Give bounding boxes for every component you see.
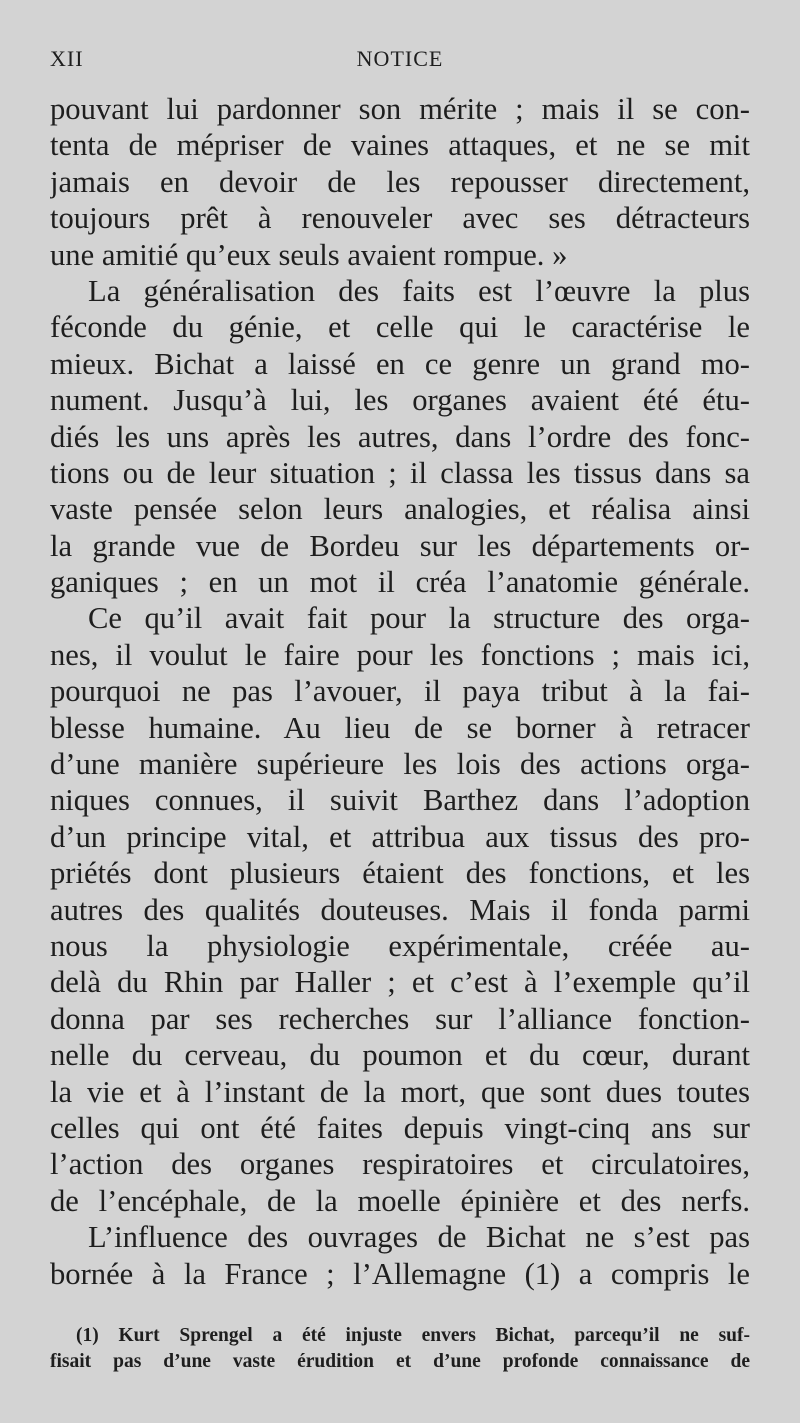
text-line: mieux. Bichat a laissé en ce genre un grand mo- — [50, 346, 750, 381]
text-line: l’action des organes respiratoires et circulatoires, — [50, 1147, 750, 1182]
page-number: XII — [50, 46, 84, 71]
text-line: Ce qu’il avait fait pour la structure des orga- — [88, 601, 750, 636]
footnote-line: (1) Kurt Sprengel a été injuste envers Bichat, parcequ’il ne suf- — [76, 1325, 750, 1346]
text-line: toujours prêt à renouveler avec ses détracteurs — [50, 201, 750, 236]
text-line: delà du Rhin par Haller ; et c’est à l’exemple qu’il — [50, 965, 750, 1000]
body-text — [50, 91, 750, 1292]
footnote — [50, 1323, 750, 1375]
text-line: bornée à la France ; l’Allemagne (1) a compris le — [50, 1256, 750, 1291]
text-line: jamais en devoir de les repousser directement, — [50, 164, 750, 199]
text-line: L’influence des ouvrages de Bichat ne s’est pas — [88, 1220, 750, 1255]
text-line: priétés dont plusieurs étaient des fonctions, et les — [50, 856, 750, 891]
text-line: nument. Jusqu’à lui, les organes avaient été étu- — [50, 383, 750, 418]
text-line: d’un principe vital, et attribua aux tissus des pro- — [50, 819, 750, 854]
text-line: La généralisation des faits est l’œuvre la plus — [88, 273, 750, 308]
text-line: celles qui ont été faites depuis vingt-cinq ans sur — [50, 1110, 750, 1145]
text-line: diés les uns après les autres, dans l’ordre des fonc- — [50, 419, 750, 454]
text-line: pouvant lui pardonner son mérite ; mais il se con- — [50, 92, 750, 126]
text-line: nous la physiologie expérimentale, créée au- — [50, 928, 750, 963]
text-line: tenta de mépriser de vaines attaques, et ne se mit — [50, 128, 750, 163]
running-title: NOTICE — [356, 46, 444, 71]
text-line: nelle du cerveau, du poumon et du cœur, durant — [50, 1038, 750, 1073]
text-line: féconde du génie, et celle qui le caractérise le — [50, 310, 750, 345]
text-line: une amitié qu’eux seuls avaient rompue. » — [50, 237, 568, 272]
text-line: d’une manière supérieure les lois des actions orga- — [50, 747, 750, 782]
text-line: de l’encéphale, de la moelle épinière et des nerfs. — [50, 1183, 750, 1218]
text-line: pourquoi ne pas l’avouer, il paya tribut à la fai- — [50, 674, 750, 709]
text-line: la grande vue de Bordeu sur les départements or- — [50, 528, 750, 563]
text-line: vaste pensée selon leurs analogies, et réalisa ainsi — [50, 492, 750, 527]
text-line: blesse humaine. Au lieu de se borner à retracer — [50, 710, 750, 745]
running-head — [50, 42, 750, 76]
text-line: ganiques ; en un mot il créa l’anatomie générale. — [50, 565, 750, 600]
text-line: nes, il voulut le faire pour les fonctions ; mais ici, — [50, 637, 750, 672]
text-line: donna par ses recherches sur l’alliance fonction- — [50, 1001, 750, 1036]
text-line: tions ou de leur situation ; il classa les tissus dans sa — [50, 455, 750, 490]
text-line: niques connues, il suivit Barthez dans l’adoption — [50, 783, 750, 818]
text-line: autres des qualités douteuses. Mais il fonda parmi — [50, 892, 750, 927]
text-line: la vie et à l’instant de la mort, que sont dues toutes — [50, 1074, 750, 1109]
footnote-line: fisait pas d’une vaste érudition et d’une profonde connaissance de — [50, 1351, 750, 1372]
